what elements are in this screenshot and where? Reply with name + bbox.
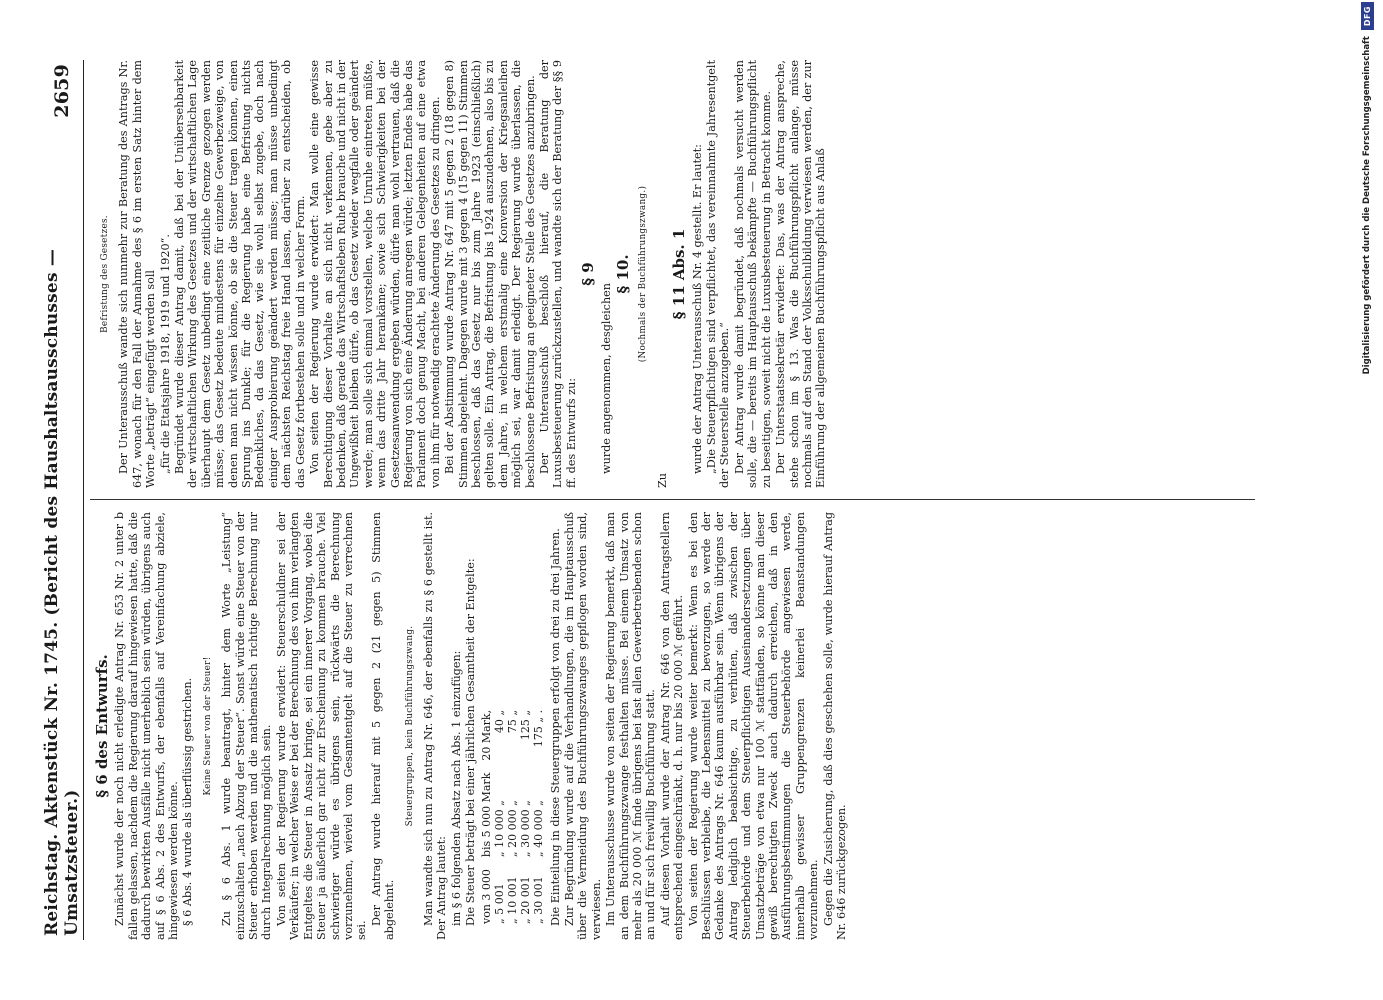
zu-label: Zu bbox=[655, 473, 669, 488]
tax-rate-table bbox=[480, 704, 545, 930]
left-column bbox=[92, 512, 1262, 940]
header-title: Reichstag. Aktenstück Nr. 1745. (Bericht des Haushaltsausschusses — Umsatzsteuer.) bbox=[41, 248, 82, 936]
paragraph: Gegen die Zusicherung, daß dies geschehen solle, wurde hierauf Antrag Nr. 646 zurückgezogen. bbox=[821, 512, 849, 940]
paragraph: „Die Steuerpflichtigen sind verpflichtet, das vereinnahmte Jahresentgelt der Steuerstelle anzugeben.“ bbox=[705, 60, 732, 488]
rate-tax: 40 „ bbox=[492, 709, 506, 734]
rate-from: „ 30 001 bbox=[531, 876, 545, 924]
paragraph: Der Unterstaatssekretär erwiderte: Das, was der Antrag anspreche, stehe schon im § 13. Was die Buchführungspflicht anlange, müsse nochmals auf den Stand der Volksschulbildung verwiesen werden, der zur Einführung der allgemeinen Buchführungspflicht aus Anlaß bbox=[774, 60, 828, 488]
rate-to: „ 10 000 „ bbox=[492, 800, 506, 858]
dfg-logo: DFG bbox=[1361, 2, 1374, 30]
paragraph: Der Unterausschuß beschloß hierauf, die Beratung der Luxusbesteuerung zurückzustellen, und wandte sich der Beratung der §§ 9 ff. des Entwurfs zu: bbox=[538, 60, 578, 488]
paragraph: Zur Begründung wurde auf die Verhandlungen, die im Hauptausschuß über die Vermeidung des Buchführungszwanges gepflogen worden sind, verwiesen. bbox=[562, 512, 603, 940]
page-header bbox=[40, 60, 84, 940]
table-row bbox=[506, 704, 519, 930]
paragraph: Die Steuer beträgt bei einer jährlichen Gesamtheit der Entgelte: bbox=[464, 558, 478, 926]
paragraph: Von seiten der Regierung wurde erwidert: Man wolle eine gewisse Berechtigung dieser Vorhalte an sich nicht verkennen, gebe aber zu bedenken, daß gerade das Wirtschaftsleben Ruhe brauche und nicht in der Ungewißheit bleiben dürfe, ob das Gesetz wieder wegfalle oder geändert werde; man solle sich einmal vorstellen, welche Unruhe eintreten müßte, wenn das dritte Jahr herankäme; sowie sich Schwierigkeiten bei der Gesetzesanwendung ergeben würden, dürfe man wohl vertrauen, daß die Regierung von sich eine Änderung anregen würde; letzten Endes habe das Parlament doch genug Macht, bei anderen Gelegenheiten auf eine etwa von ihm für notwendig erachtete Änderung des Gesetzes zu dringen. bbox=[308, 60, 442, 488]
table-row bbox=[519, 704, 532, 930]
paragraph: Man wandte sich nun zu Antrag Nr. 646, der ebenfalls zu § 6 gestellt ist. Der Antrag lautet: bbox=[421, 512, 449, 940]
paragraph: Der Unterausschuß wandte sich nunmehr zur Beratung des Antrags Nr. 647, wonach für den Fall der Annahme des § 6 im ersten Satz hinter dem Worte „beträgt“ eingefügt werden soll bbox=[117, 60, 158, 488]
rate-from: „ 5 001 bbox=[492, 883, 506, 924]
rate-to: „ 30 000 „ bbox=[518, 800, 532, 858]
paragraph: Zunächst wurde der noch nicht erledigte Antrag Nr. 653 Nr. 2 unter b fallen gelassen, nachdem die Regierung darauf hingewiesen hatte, daß die dadurch bewirkten Ausfälle nicht unerheblich sein würden, übrigens auch auf § 6 Abs. 2 des Entwurfs, der ebenfalls auf Vereinfachung abziele, hingewiesen werden könne. bbox=[113, 512, 181, 940]
paragraph: Von seiten der Regierung wurde weiter bemerkt: Wenn es bei den Beschlüssen verbleibe, die Lebensmittel zu bevorzugen, so werde der Gedanke des Antrags Nr. 646 kaum ausführbar sein. Wenn übrigens der Antrag lediglich beabsichtige, zu verhüten, daß zwischen der Steuerbehörde und dem Steuerpflichtigen Auseinandersetzungen über Umsatzbeträge von etwa nur 100 ℳ stattfänden, so könne man dieser gewiß berechtigten Zweck auch dadurch erreichen, daß in den Ausführungsbestimmungen die Steuerbehörde angewiesen werde, innerhalb gewisser Gruppengrenzen keinerlei Beanstandungen vorzunehmen. bbox=[686, 512, 821, 940]
paragraph: Begründet wurde dieser Antrag damit, daß bei der Unübersehbarkeit der wirtschaftlichen Wirkung des Gesetzes und der wirtschaftlichen Lage überhaupt dem Gesetz unbedingt eine zeitliche Grenze gezogen werden müsse; das Gesetz bedeute mindestens für einzelne Gewerbezweige, von denen man nicht wissen könne, ob sie die Steuer tragen können, einen Sprung ins Dunkle; für die Regierung habe eine Befristung nichts Bedenkliches, da das Gesetz, wie sie wohl selbst zugebe, doch nach einiger Ausprobierung geändert werden müsse; man müsse unbedingt dem nächsten Reichstag freie Hand lassen, darüber zu entscheiden, ob das Gesetz fortbestehen solle und in welcher Form. bbox=[173, 60, 307, 488]
rotated-page-content bbox=[40, 60, 1270, 940]
rate-tax: 175 „ . bbox=[531, 709, 545, 748]
subheading-keine-steuer: Keine Steuer von der Steuer! bbox=[202, 656, 213, 796]
rate-tax: 20 Mark, bbox=[479, 709, 493, 761]
rate-to: „ 20 000 „ bbox=[505, 800, 519, 858]
rate-from: „ 20 001 bbox=[518, 876, 532, 924]
paragraph: Der Antrag wurde hierauf mit 5 gegen 2 (21 gegen 5) Stimmen abgelehnt. bbox=[369, 512, 397, 940]
column-divider bbox=[90, 499, 1255, 500]
paragraph: § 6 Abs. 4 wurde als überflüssig gestrichen. bbox=[181, 677, 195, 926]
table-row bbox=[493, 704, 506, 930]
paragraph: Zu § 6 Abs. 1 wurde beantragt, hinter dem Worte „Leistung“ einzuschalten „nach Abzug der Steuer“. Sonst würde eine Steuer von der Steuer erhoben werden und die mathematisch richtige Berechnung nur durch Integralrechnung möglich sein. bbox=[220, 512, 274, 940]
section-heading-s9: § 9 bbox=[579, 262, 598, 286]
paragraph: Der Antrag wurde damit begründet, daß nochmals versucht werden solle, die — bereits im Hauptausschuß bekämpfte — Buchführungspflicht zu beseitigen, soweit nicht die Luxusbesteuerung in Betracht komme. bbox=[732, 60, 773, 488]
rate-from: „ 10 001 bbox=[505, 876, 519, 924]
digitization-text: Digitalisierung gefördert durch die Deutsche Forschungsgemeinschaft bbox=[1362, 36, 1372, 375]
rate-from: von 3 000 bbox=[479, 869, 493, 924]
table-row bbox=[532, 704, 545, 930]
table-row bbox=[480, 704, 493, 930]
digitization-note bbox=[1355, 2, 1379, 997]
paragraph: wurde der Antrag Unterausschuß Nr. 4 gestellt. Er lautet: bbox=[690, 144, 704, 474]
rate-to: bis 5 000 Mark bbox=[479, 772, 493, 858]
paragraph: Von seiten der Regierung wurde erwidert: Steuerschuldner sei der Verkäufer; in welcher Weise er bei der Berechnung des von ihm verlangten Entgeltes die Steuer in Ansatz bringe, sei ein innerer Vorgang, wobei die Steuer ja äußerlich gar nicht zur Erscheinung zu kommen brauche. Viel schwieriger würde es übrigens sein, rückwärts die Berechnung vorzunehmen, wieviel vom Gesamtentgelt auf die Steuer zu verrechnen sei. bbox=[274, 512, 369, 940]
subheading-steuergruppen: Steuergruppen, kein Buchführungszwang. bbox=[404, 625, 415, 827]
paragraph: Bei der Abstimmung wurde Antrag Nr. 647 mit 5 gegen 2 (18 gegen 8) Stimmen abgelehnt. Dagegen wurde mit 3 gegen 4 (15 gegen 11) Stimmen beschlossen, daß das Gesetz nur bis zum Jahre 1923 (einschließlich) gelten solle. Ein Antrag, die Befristung bis 1924 auszudehnen, also bis zu dem Jahre, in welchem erstmalig eine Konversion der Kriegsanleihen möglich sei, war damit erledigt. Der Regierung wurde überlassen, die beschlossene Befristung an geeigneter Stelle des Gesetzes anzubringen. bbox=[443, 60, 537, 488]
paragraph: im § 6 folgenden Absatz nach Abs. 1 einzufügen: bbox=[449, 650, 463, 926]
section-heading-s10: § 10. bbox=[614, 254, 633, 294]
paragraph: „für die Etatsjahre 1918, 1919 und 1920“. bbox=[158, 234, 172, 474]
paragraph: wurde angenommen, desgleichen bbox=[599, 283, 613, 474]
scanned-page bbox=[40, 60, 1340, 940]
paragraph: Die Einteilung in diese Steuergruppen erfolgt von drei zu drei Jahren. bbox=[548, 528, 562, 926]
rate-tax: 125 „ bbox=[518, 709, 532, 741]
rate-tax: 75 „ bbox=[505, 709, 519, 734]
section-heading-s11: § 11 Abs. 1 bbox=[670, 228, 689, 320]
rate-to: „ 40 000 „ bbox=[531, 800, 545, 858]
right-column bbox=[92, 60, 1262, 488]
paragraph: Auf diesen Vorhalt wurde der Antrag Nr. 646 von den Antragstellern entsprechend eingeschränkt, d. h. nur bis 20 000 ℳ geführt. bbox=[658, 512, 686, 940]
page-number: 2659 bbox=[50, 64, 73, 118]
section-heading-s6: § 6 des Entwurfs. bbox=[93, 654, 111, 798]
paragraph: Im Unterausschusse wurde von seiten der Regierung bemerkt, daß man an dem Buchführungszwange festhalten müsse. Bei einem Umsatz von mehr als 20 000 ℳ finde übrigens bei fast allen Gewerbetreibenden schon an und für sich freiwillig Buchführung statt. bbox=[604, 512, 658, 940]
subheading-buchfuehrung: (Nochmals der Buchführungszwang.) bbox=[638, 185, 649, 363]
subheading-befristung: Befristung des Gesetzes. bbox=[100, 215, 110, 333]
